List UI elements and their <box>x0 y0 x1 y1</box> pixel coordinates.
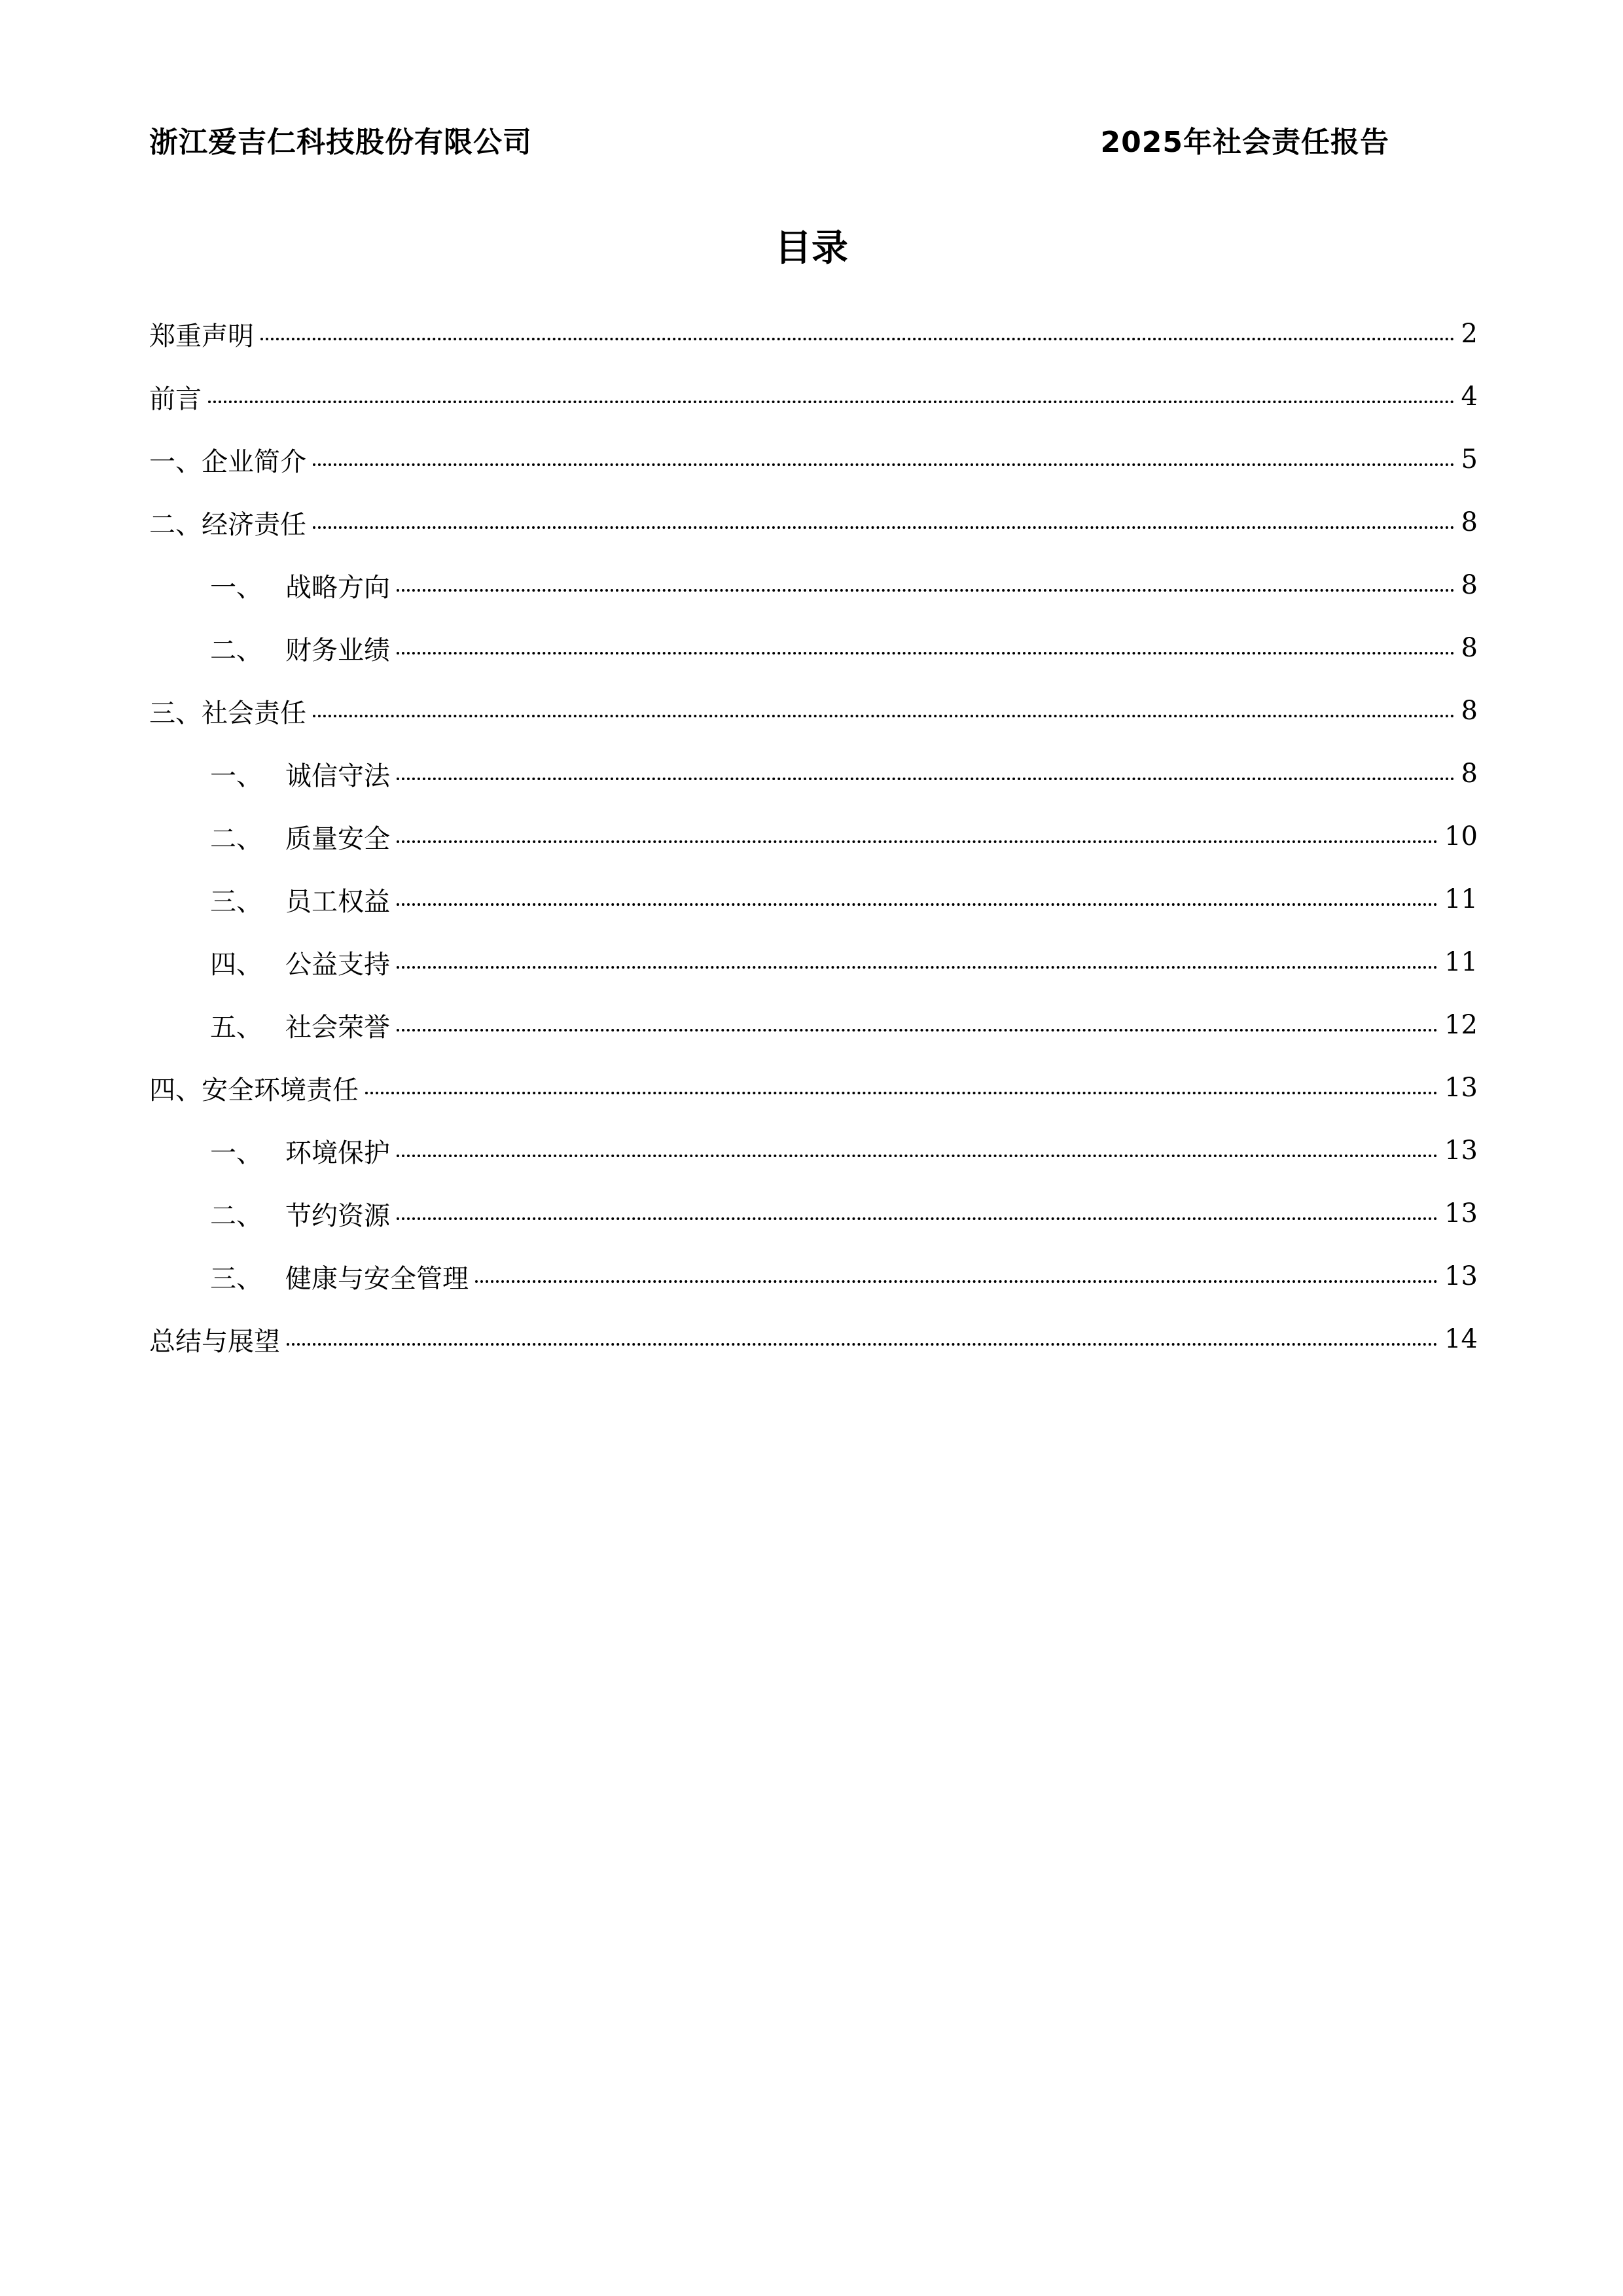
toc-entry-page: 10 <box>1444 821 1478 852</box>
toc-entry-label: 健康与安全管理 <box>285 1263 469 1294</box>
toc-title: 目录 <box>775 227 848 270</box>
toc-subentry[interactable] <box>149 1182 1478 1245</box>
toc-entry-page: 8 <box>1461 633 1478 663</box>
toc-entry-label: 安全环境责任 <box>202 1075 359 1105</box>
toc-entry-number: 五、 <box>210 1012 262 1043</box>
dot-leader <box>397 1155 1438 1157</box>
toc-entry-label: 社会责任 <box>202 698 306 728</box>
company-name: 浙江爱吉仁科技股份有限公司 <box>149 126 532 159</box>
toc-entry-number: 二、 <box>210 823 262 854</box>
toc-entry-label: 员工权益 <box>285 886 390 917</box>
dot-leader <box>397 1029 1438 1031</box>
toc-entry-number: 四、 <box>149 1075 202 1105</box>
toc-entry-page: 13 <box>1444 1261 1478 1291</box>
toc-entry-page: 11 <box>1444 947 1478 977</box>
toc-subentry[interactable] <box>149 617 1478 679</box>
dot-leader <box>397 840 1438 843</box>
toc-subentry[interactable] <box>149 742 1478 805</box>
toc-entry-page: 11 <box>1444 884 1478 914</box>
toc-entry-number: 一、 <box>210 1138 262 1168</box>
toc-entry-number: 一、 <box>149 446 202 477</box>
dot-leader <box>208 401 1455 403</box>
toc-entry-page: 8 <box>1461 570 1478 600</box>
toc-entry[interactable] <box>149 1056 1478 1119</box>
toc-entry-page: 5 <box>1461 444 1478 475</box>
toc-entry[interactable] <box>149 679 1478 742</box>
toc-entry[interactable] <box>149 428 1478 491</box>
toc-entry-number: 二、 <box>210 635 262 666</box>
toc-subentry[interactable] <box>149 1245 1478 1308</box>
toc-entry-page: 4 <box>1461 382 1478 412</box>
toc-entry-page: 8 <box>1461 696 1478 726</box>
dot-leader <box>260 338 1455 340</box>
toc-entry-page: 8 <box>1461 759 1478 789</box>
toc-subentry[interactable] <box>149 868 1478 931</box>
toc-entry-label: 前言 <box>149 384 202 414</box>
toc-subentry[interactable] <box>149 805 1478 868</box>
toc-entry-label: 节约资源 <box>285 1200 390 1231</box>
dot-leader <box>475 1280 1438 1283</box>
page-header <box>149 117 1389 162</box>
dot-leader <box>397 903 1438 906</box>
dot-leader <box>365 1092 1438 1094</box>
toc-entry[interactable] <box>149 1308 1478 1371</box>
toc-entry-page: 8 <box>1461 507 1478 537</box>
toc-subentry[interactable] <box>149 994 1478 1056</box>
toc-entry-label: 总结与展望 <box>149 1326 280 1357</box>
toc-entry-page: 12 <box>1444 1010 1478 1040</box>
toc-subentry[interactable] <box>149 1119 1478 1182</box>
toc-entry-label: 环境保护 <box>285 1138 390 1168</box>
toc-subentry[interactable] <box>149 931 1478 994</box>
dot-leader <box>313 526 1455 529</box>
dot-leader <box>397 966 1438 969</box>
dot-leader <box>313 715 1455 717</box>
dot-leader <box>313 463 1455 466</box>
toc-entry-page: 13 <box>1444 1198 1478 1229</box>
toc-entry-label: 郑重声明 <box>149 321 254 351</box>
report-title: 2025年社会责任报告 <box>1100 126 1389 159</box>
toc-entry-label: 质量安全 <box>285 823 390 854</box>
toc-entry-number: 二、 <box>210 1200 262 1231</box>
toc-entry-label: 财务业绩 <box>285 635 390 666</box>
toc-entry-number: 二、 <box>149 509 202 540</box>
table-of-contents <box>149 302 1478 1371</box>
toc-entry[interactable] <box>149 302 1478 365</box>
dot-leader <box>397 652 1455 655</box>
toc-entry[interactable] <box>149 365 1478 428</box>
toc-entry-number: 三、 <box>149 698 202 728</box>
dot-leader <box>397 778 1455 780</box>
toc-entry-number: 一、 <box>210 761 262 791</box>
dot-leader <box>397 589 1455 592</box>
toc-entry-label: 社会荣誉 <box>285 1012 390 1043</box>
toc-entry-page: 13 <box>1444 1073 1478 1103</box>
toc-entry-label: 公益支持 <box>285 949 390 980</box>
toc-entry-page: 13 <box>1444 1136 1478 1166</box>
toc-subentry[interactable] <box>149 554 1478 617</box>
toc-entry-label: 企业简介 <box>202 446 306 477</box>
toc-entry-page: 14 <box>1444 1324 1478 1354</box>
dot-leader <box>287 1343 1438 1346</box>
toc-entry-number: 一、 <box>210 572 262 603</box>
dot-leader <box>397 1217 1438 1220</box>
toc-entry-number: 三、 <box>210 1263 262 1294</box>
toc-entry-number: 三、 <box>210 886 262 917</box>
toc-entry-label: 经济责任 <box>202 509 306 540</box>
toc-entry-label: 战略方向 <box>285 572 390 603</box>
toc-entry-page: 2 <box>1461 319 1478 349</box>
toc-entry-number: 四、 <box>210 949 262 980</box>
toc-entry[interactable] <box>149 491 1478 554</box>
toc-entry-label: 诚信守法 <box>285 761 390 791</box>
